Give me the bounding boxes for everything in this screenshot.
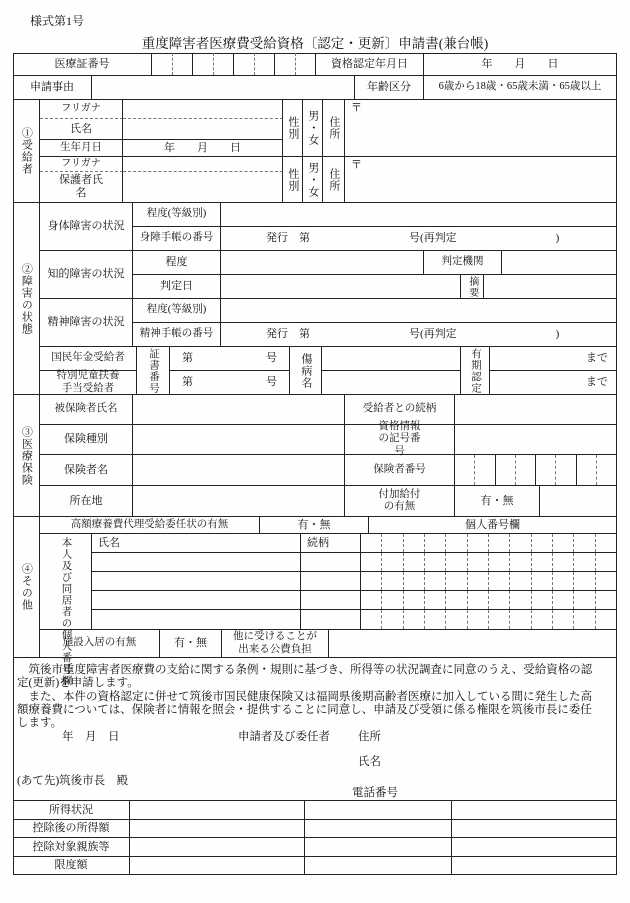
- section-disability-label: ②障害の状態: [13, 203, 40, 395]
- insurer-no-cells[interactable]: [455, 455, 617, 486]
- digit-cell[interactable]: [496, 455, 516, 485]
- furigana-field[interactable]: [123, 100, 283, 119]
- digit-cell[interactable]: [475, 455, 495, 485]
- cert-book-no-label: 証書番号: [137, 347, 170, 395]
- income-row-label: 限度額: [13, 857, 130, 875]
- income-cell[interactable]: [130, 801, 305, 820]
- declaration-line: 定(更新)を申請します。: [17, 677, 139, 689]
- insurer-no-label: 保険者番号: [345, 455, 455, 486]
- intellectual-level-field[interactable]: [221, 251, 424, 275]
- symbol-no-field[interactable]: [455, 425, 617, 455]
- disease-name-label: 傷病名: [290, 347, 322, 395]
- sex-options[interactable]: 男・女: [303, 100, 323, 157]
- period-until-field-1[interactable]: まで: [490, 347, 617, 371]
- guardian-furigana-label: フリガナ: [40, 157, 123, 172]
- mental-notebook-field[interactable]: 発行 第 号(再判定 ): [221, 323, 617, 347]
- intellectual-disability-label: 知的障害の状況: [40, 251, 133, 299]
- section-insurance-label: ③医療保険: [13, 395, 40, 517]
- medical-cert-no-cells[interactable]: [152, 53, 316, 76]
- household-my-number-label: 本人及び同居者の個人番号欄: [40, 534, 92, 630]
- applicant-label: 申請者及び委任者: [238, 731, 330, 743]
- digit-cell[interactable]: [152, 53, 173, 75]
- section-other-label: ④その他: [13, 517, 40, 658]
- declaration-line: します。: [17, 717, 63, 729]
- pension-recipient-label: 国民年金受給者: [40, 347, 137, 371]
- name-field[interactable]: [123, 119, 283, 140]
- person-relation-field[interactable]: [301, 610, 361, 630]
- declaration-date-field[interactable]: 年 月 日: [62, 731, 120, 743]
- digit-cell[interactable]: [516, 455, 536, 485]
- medical-cert-no-label: 医療証番号: [13, 53, 152, 76]
- cert-date-label: 資格認定年月日: [316, 53, 424, 76]
- public-expense-label: 他に受けることが出来る公費負担: [222, 630, 329, 658]
- judge-org-field[interactable]: [502, 251, 617, 275]
- insurance-type-label: 保険種別: [40, 425, 133, 455]
- address-field[interactable]: 〒: [345, 100, 617, 157]
- physical-grade-field[interactable]: [221, 203, 617, 227]
- applicant-address-label[interactable]: 住所: [358, 731, 381, 743]
- pension-cert-no-field[interactable]: 第 号: [170, 347, 290, 371]
- physical-disability-label: 身体障害の状況: [40, 203, 133, 251]
- person-relation-field[interactable]: [301, 553, 361, 572]
- proxy-consent-options[interactable]: 有・無: [260, 517, 369, 534]
- judge-date-label: 判定日: [133, 275, 221, 299]
- income-cell[interactable]: [452, 857, 617, 875]
- mental-grade-field[interactable]: [221, 299, 617, 323]
- income-cell[interactable]: [130, 838, 305, 857]
- extra-benefit-field[interactable]: [540, 486, 617, 517]
- cert-date-field[interactable]: 年 月 日: [424, 53, 617, 76]
- physical-notebook-field[interactable]: 発行 第 号(再判定 ): [221, 227, 617, 251]
- income-cell[interactable]: [305, 820, 452, 838]
- my-number-column-label: 個人番号欄: [369, 517, 617, 534]
- period-until-field-2[interactable]: まで: [490, 371, 617, 395]
- birth-label: 生年月日: [40, 140, 123, 157]
- digit-cell[interactable]: [214, 53, 235, 75]
- my-number-grid-row[interactable]: [361, 553, 617, 572]
- digit-cell[interactable]: [296, 53, 316, 75]
- extra-benefit-options[interactable]: 有・無: [455, 486, 540, 517]
- person-name-field[interactable]: [92, 553, 301, 572]
- symbol-no-label: 資格情報の記号番号: [345, 425, 455, 455]
- insurer-name-label: 保険者名: [40, 455, 133, 486]
- declaration-line: 額療養費については、保険者に情報を照会・提供することに同意し、申請及び受領に係る権限を筑後市長に委任: [17, 704, 592, 716]
- applicant-phone-label[interactable]: 電話番号: [352, 787, 398, 799]
- guardian-name-field[interactable]: [123, 172, 283, 203]
- income-row-label: 控除後の所得額: [13, 820, 130, 838]
- digit-cell[interactable]: [173, 53, 194, 75]
- guardian-sex-label: 性別: [283, 157, 303, 203]
- declaration-box: [13, 658, 617, 801]
- sex-label: 性別: [283, 100, 303, 157]
- person-name-field[interactable]: [92, 591, 301, 610]
- my-number-grid-row[interactable]: [361, 572, 617, 591]
- insurance-type-field[interactable]: [133, 425, 345, 455]
- income-cell[interactable]: [130, 857, 305, 875]
- address-label: 住所: [323, 100, 345, 157]
- guardian-name-label: 保護者氏名: [40, 172, 123, 203]
- age-category-options[interactable]: 6歳から18歳・65歳未満・65歳以上: [424, 76, 617, 100]
- page-title: 重度障害者医療費受給資格〔認定・更新〕申請書(兼台帳): [141, 36, 489, 51]
- person-relation-field[interactable]: [301, 591, 361, 610]
- insured-name-label: 被保険者氏名: [40, 395, 133, 425]
- form-number: 様式第1号: [30, 14, 85, 28]
- guardian-furigana-field[interactable]: [123, 157, 283, 172]
- addressee-label: (あて先)筑後市長 殿: [17, 775, 129, 787]
- guardian-address-label: 住所: [323, 157, 345, 203]
- my-number-grid-row[interactable]: [361, 610, 617, 630]
- reason-field[interactable]: [92, 76, 355, 100]
- guardian-address-field[interactable]: 〒: [345, 157, 617, 203]
- mental-notebook-label: 精神手帳の番号: [133, 323, 221, 347]
- person-name-header: 氏名: [92, 534, 301, 553]
- digit-cell[interactable]: [455, 455, 475, 485]
- proxy-consent-label: 高額療養費代理受給委任状の有無: [40, 517, 260, 534]
- period-cert-label: 有期認定: [461, 347, 490, 395]
- section-recipient-label: ①受給者: [13, 100, 40, 203]
- digit-cell[interactable]: [255, 53, 276, 75]
- digit-cell[interactable]: [577, 455, 597, 485]
- child-allowance-label: 特別児童扶養手当受給者: [40, 371, 137, 395]
- disease-name-field-2[interactable]: [322, 371, 461, 395]
- note-label: 摘要: [461, 275, 484, 299]
- furigana-label: フリガナ: [40, 100, 123, 119]
- person-relation-header: 続柄: [301, 534, 361, 553]
- judge-date-field[interactable]: [221, 275, 461, 299]
- digit-cell[interactable]: [234, 53, 255, 75]
- name-label: 氏名: [40, 119, 123, 140]
- person-name-field[interactable]: [92, 610, 301, 630]
- digit-cell[interactable]: [597, 455, 616, 485]
- allowance-cert-no-field[interactable]: 第 号: [170, 371, 290, 395]
- income-cell[interactable]: [130, 820, 305, 838]
- mental-grade-label: 程度(等級別): [133, 299, 221, 323]
- digit-cell[interactable]: [193, 53, 214, 75]
- income-cell[interactable]: [305, 857, 452, 875]
- person-relation-field[interactable]: [301, 572, 361, 591]
- disease-name-field-1[interactable]: [322, 347, 461, 371]
- guardian-sex-options[interactable]: 男・女: [303, 157, 323, 203]
- relation-label: 受給者との続柄: [345, 395, 455, 425]
- facility-label: 施設入居の有無: [40, 630, 160, 658]
- extra-benefit-label: 付加給付の有無: [345, 486, 455, 517]
- income-cell[interactable]: [305, 801, 452, 820]
- digit-cell[interactable]: [536, 455, 556, 485]
- note-field[interactable]: [484, 275, 617, 299]
- mental-disability-label: 精神障害の状況: [40, 299, 133, 347]
- insured-name-field[interactable]: [133, 395, 345, 425]
- judge-org-label: 判定機関: [424, 251, 502, 275]
- digit-cell[interactable]: [275, 53, 296, 75]
- declaration-line: また、本件の資格認定に併せて筑後市国民健康保険又は福岡県後期高齢者医療に加入している間に発生した高: [17, 691, 592, 703]
- income-cell[interactable]: [305, 838, 452, 857]
- income-cell[interactable]: [452, 838, 617, 857]
- intellectual-level-label: 程度: [133, 251, 221, 275]
- income-cell[interactable]: [452, 820, 617, 838]
- location-field[interactable]: [133, 486, 345, 517]
- income-row-label: 所得状況: [13, 801, 130, 820]
- physical-notebook-label: 身障手帳の番号: [133, 227, 221, 251]
- digit-cell[interactable]: [556, 455, 576, 485]
- relation-field[interactable]: [455, 395, 617, 425]
- income-row-label: 控除対象親族等: [13, 838, 130, 857]
- income-cell[interactable]: [452, 801, 617, 820]
- declaration-line: 筑後市重度障害者医療費の支給に関する条例・規則に基づき、所得等の状況調査に同意のうえ、受給資格の認: [17, 664, 593, 676]
- physical-grade-label: 程度(等級別): [133, 203, 221, 227]
- birth-field[interactable]: 年 月 日: [123, 140, 283, 157]
- person-name-field[interactable]: [92, 572, 301, 591]
- applicant-name-label[interactable]: 氏名: [358, 756, 381, 768]
- facility-options[interactable]: 有・無: [160, 630, 222, 658]
- my-number-grid-row[interactable]: [361, 591, 617, 610]
- my-number-grid-row[interactable]: [361, 534, 617, 553]
- location-label: 所在地: [40, 486, 133, 517]
- public-expense-field[interactable]: [329, 630, 617, 658]
- insurer-name-field[interactable]: [133, 455, 345, 486]
- reason-label: 申請事由: [13, 76, 92, 100]
- age-category-label: 年齢区分: [355, 76, 424, 100]
